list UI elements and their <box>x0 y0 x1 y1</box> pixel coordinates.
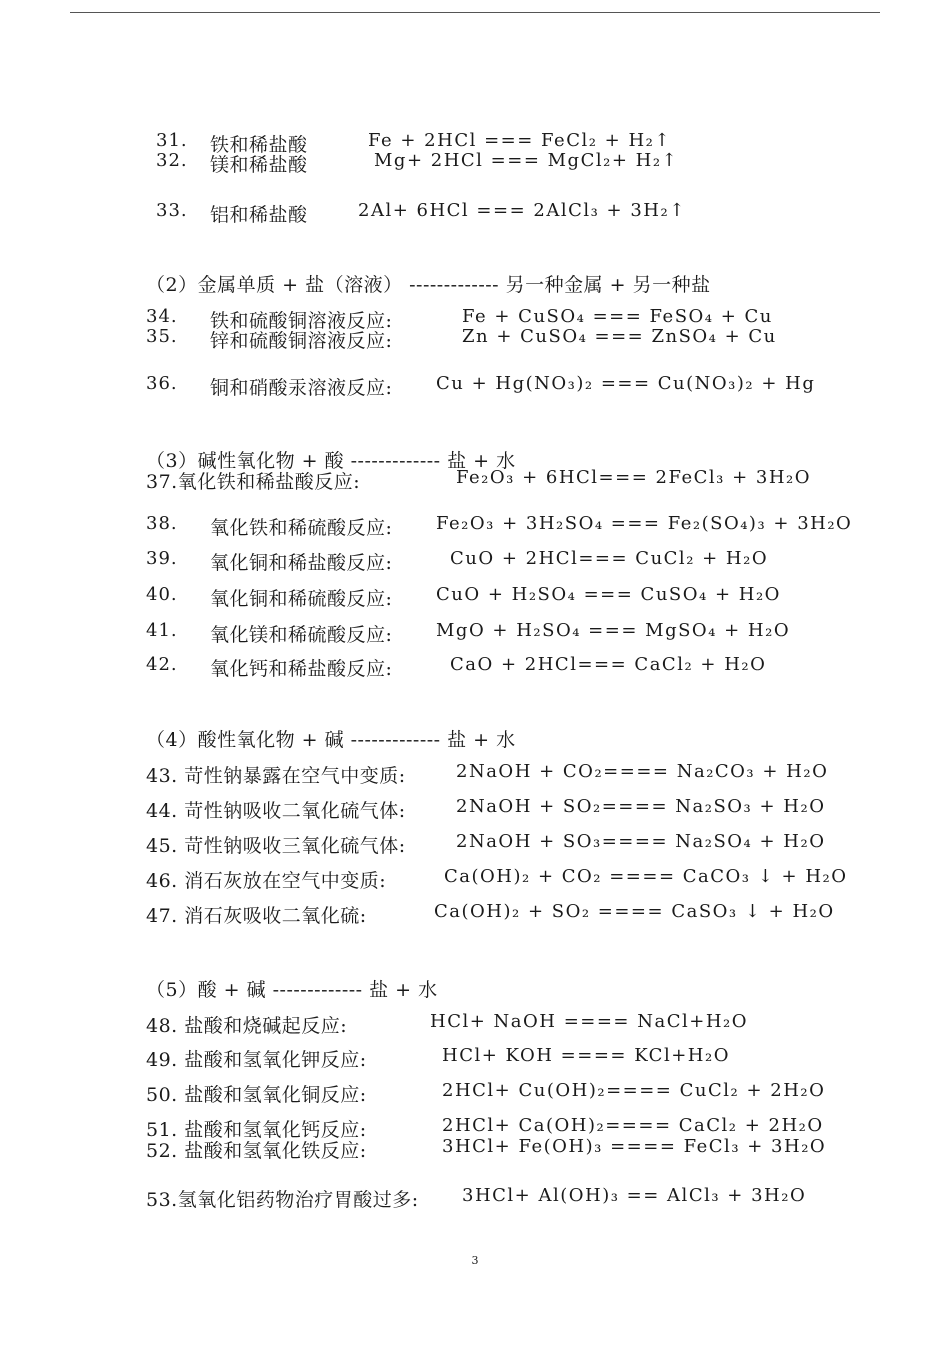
chemical-equation: 2NaOH + SO₂==== Na₂SO₃ + H₂O <box>456 796 826 817</box>
chemical-equation: HCl+ NaOH ==== NaCl+H₂O <box>430 1011 748 1032</box>
section-header-text: （5）酸 + 碱 ------------- 盐 + 水 <box>146 979 438 1001</box>
equation-number: 40. <box>146 584 178 605</box>
reaction-name: 铁和稀盐酸 <box>210 134 308 156</box>
reaction-name: 44. 苛性钠吸收二氧化硫气体: <box>146 800 406 822</box>
equation-number: 34. <box>146 306 178 327</box>
chemical-equation: Fe + 2HCl === FeCl₂ + H₂↑ <box>368 130 671 151</box>
reaction-name: 46. 消石灰放在空气中变质: <box>146 870 387 892</box>
reaction-name: 氧化钙和稀盐酸反应: <box>210 658 393 680</box>
chemical-equation: 2NaOH + SO₃==== Na₂SO₄ + H₂O <box>456 831 826 852</box>
chemical-equation: Fe₂O₃ + 6HCl=== 2FeCl₃ + 3H₂O <box>456 467 812 488</box>
reaction-name: 47. 消石灰吸收二氧化硫: <box>146 905 367 927</box>
equation-number: 33. <box>156 200 188 221</box>
reaction-name: 45. 苛性钠吸收三氧化硫气体: <box>146 835 406 857</box>
reaction-name: 锌和硫酸铜溶液反应: <box>210 330 393 352</box>
reaction-name: 51. 盐酸和氢氧化钙反应: <box>146 1119 367 1141</box>
chemical-equation: 3HCl+ Al(OH)₃ == AlCl₃ + 3H₂O <box>462 1185 807 1206</box>
chemical-equation: CuO + H₂SO₄ === CuSO₄ + H₂O <box>436 584 781 605</box>
reaction-name: 52. 盐酸和氢氧化铁反应: <box>146 1140 367 1162</box>
chemical-equation: 3HCl+ Fe(OH)₃ ==== FeCl₃ + 3H₂O <box>442 1136 827 1157</box>
chemical-equation: Fe₂O₃ + 3H₂SO₄ === Fe₂(SO₄)₃ + 3H₂O <box>436 513 853 534</box>
reaction-name: 铜和硝酸汞溶液反应: <box>210 377 393 399</box>
chemical-equation: Mg+ 2HCl === MgCl₂+ H₂↑ <box>374 150 679 171</box>
chemical-equation: MgO + H₂SO₄ === MgSO₄ + H₂O <box>436 620 791 641</box>
chemical-equation: Fe + CuSO₄ === FeSO₄ + Cu <box>462 306 773 327</box>
reaction-name: 氧化铜和稀硫酸反应: <box>210 588 393 610</box>
equation-number: 38. <box>146 513 178 534</box>
reaction-name: 50. 盐酸和氢氧化铜反应: <box>146 1084 367 1106</box>
equation-number: 32. <box>156 150 188 171</box>
equation-number: 42. <box>146 654 178 675</box>
reaction-name: 43. 苛性钠暴露在空气中变质: <box>146 765 406 787</box>
chemical-equation: 2HCl+ Cu(OH)₂==== CuCl₂ + 2H₂O <box>442 1080 826 1101</box>
equation-number: 36. <box>146 373 178 394</box>
top-rule <box>70 12 880 13</box>
reaction-name: 铝和稀盐酸 <box>210 204 308 226</box>
chemical-equation: HCl+ KOH ==== KCl+H₂O <box>442 1045 730 1066</box>
reaction-name: 氧化铁和稀硫酸反应: <box>210 517 393 539</box>
chemical-equation: Ca(OH)₂ + CO₂ ==== CaCO₃ ↓ + H₂O <box>444 866 848 887</box>
equation-number: 35. <box>146 326 178 347</box>
section-header-text: （3）碱性氧化物 + 酸 ------------- 盐 + 水 <box>146 450 516 472</box>
reaction-name: 镁和稀盐酸 <box>210 154 308 176</box>
chemical-equation: CaO + 2HCl=== CaCl₂ + H₂O <box>450 654 767 675</box>
reaction-name: 氧化镁和稀硫酸反应: <box>210 624 393 646</box>
section-header-text: （4）酸性氧化物 + 碱 ------------- 盐 + 水 <box>146 729 516 751</box>
chemical-equation: 2NaOH + CO₂==== Na₂CO₃ + H₂O <box>456 761 829 782</box>
reaction-name: 49. 盐酸和氢氧化钾反应: <box>146 1049 367 1071</box>
reaction-name: 铁和硫酸铜溶液反应: <box>210 310 393 332</box>
chemical-equation: 2Al+ 6HCl === 2AlCl₃ + 3H₂↑ <box>358 200 686 221</box>
chemical-equation: Zn + CuSO₄ === ZnSO₄ + Cu <box>462 326 777 347</box>
page-number: 3 <box>471 1254 479 1267</box>
equation-number: 39. <box>146 548 178 569</box>
section-header-text: （2）金属单质 + 盐（溶液） ------------- 另一种金属 + 另一种盐 <box>146 274 711 296</box>
equation-number: 31. <box>156 130 188 151</box>
equation-number: 41. <box>146 620 178 641</box>
reaction-name: 氧化铜和稀盐酸反应: <box>210 552 393 574</box>
reaction-name: 53.氢氧化铝药物治疗胃酸过多: <box>146 1189 419 1211</box>
reaction-name: 37.氧化铁和稀盐酸反应: <box>146 471 361 493</box>
chemical-equation: Ca(OH)₂ + SO₂ ==== CaSO₃ ↓ + H₂O <box>434 901 835 922</box>
reaction-name: 48. 盐酸和烧碱起反应: <box>146 1015 348 1037</box>
chemical-equation: 2HCl+ Ca(OH)₂==== CaCl₂ + 2H₂O <box>442 1115 824 1136</box>
chemical-equation: CuO + 2HCl=== CuCl₂ + H₂O <box>450 548 769 569</box>
chemical-equation: Cu + Hg(NO₃)₂ === Cu(NO₃)₂ + Hg <box>436 373 816 394</box>
